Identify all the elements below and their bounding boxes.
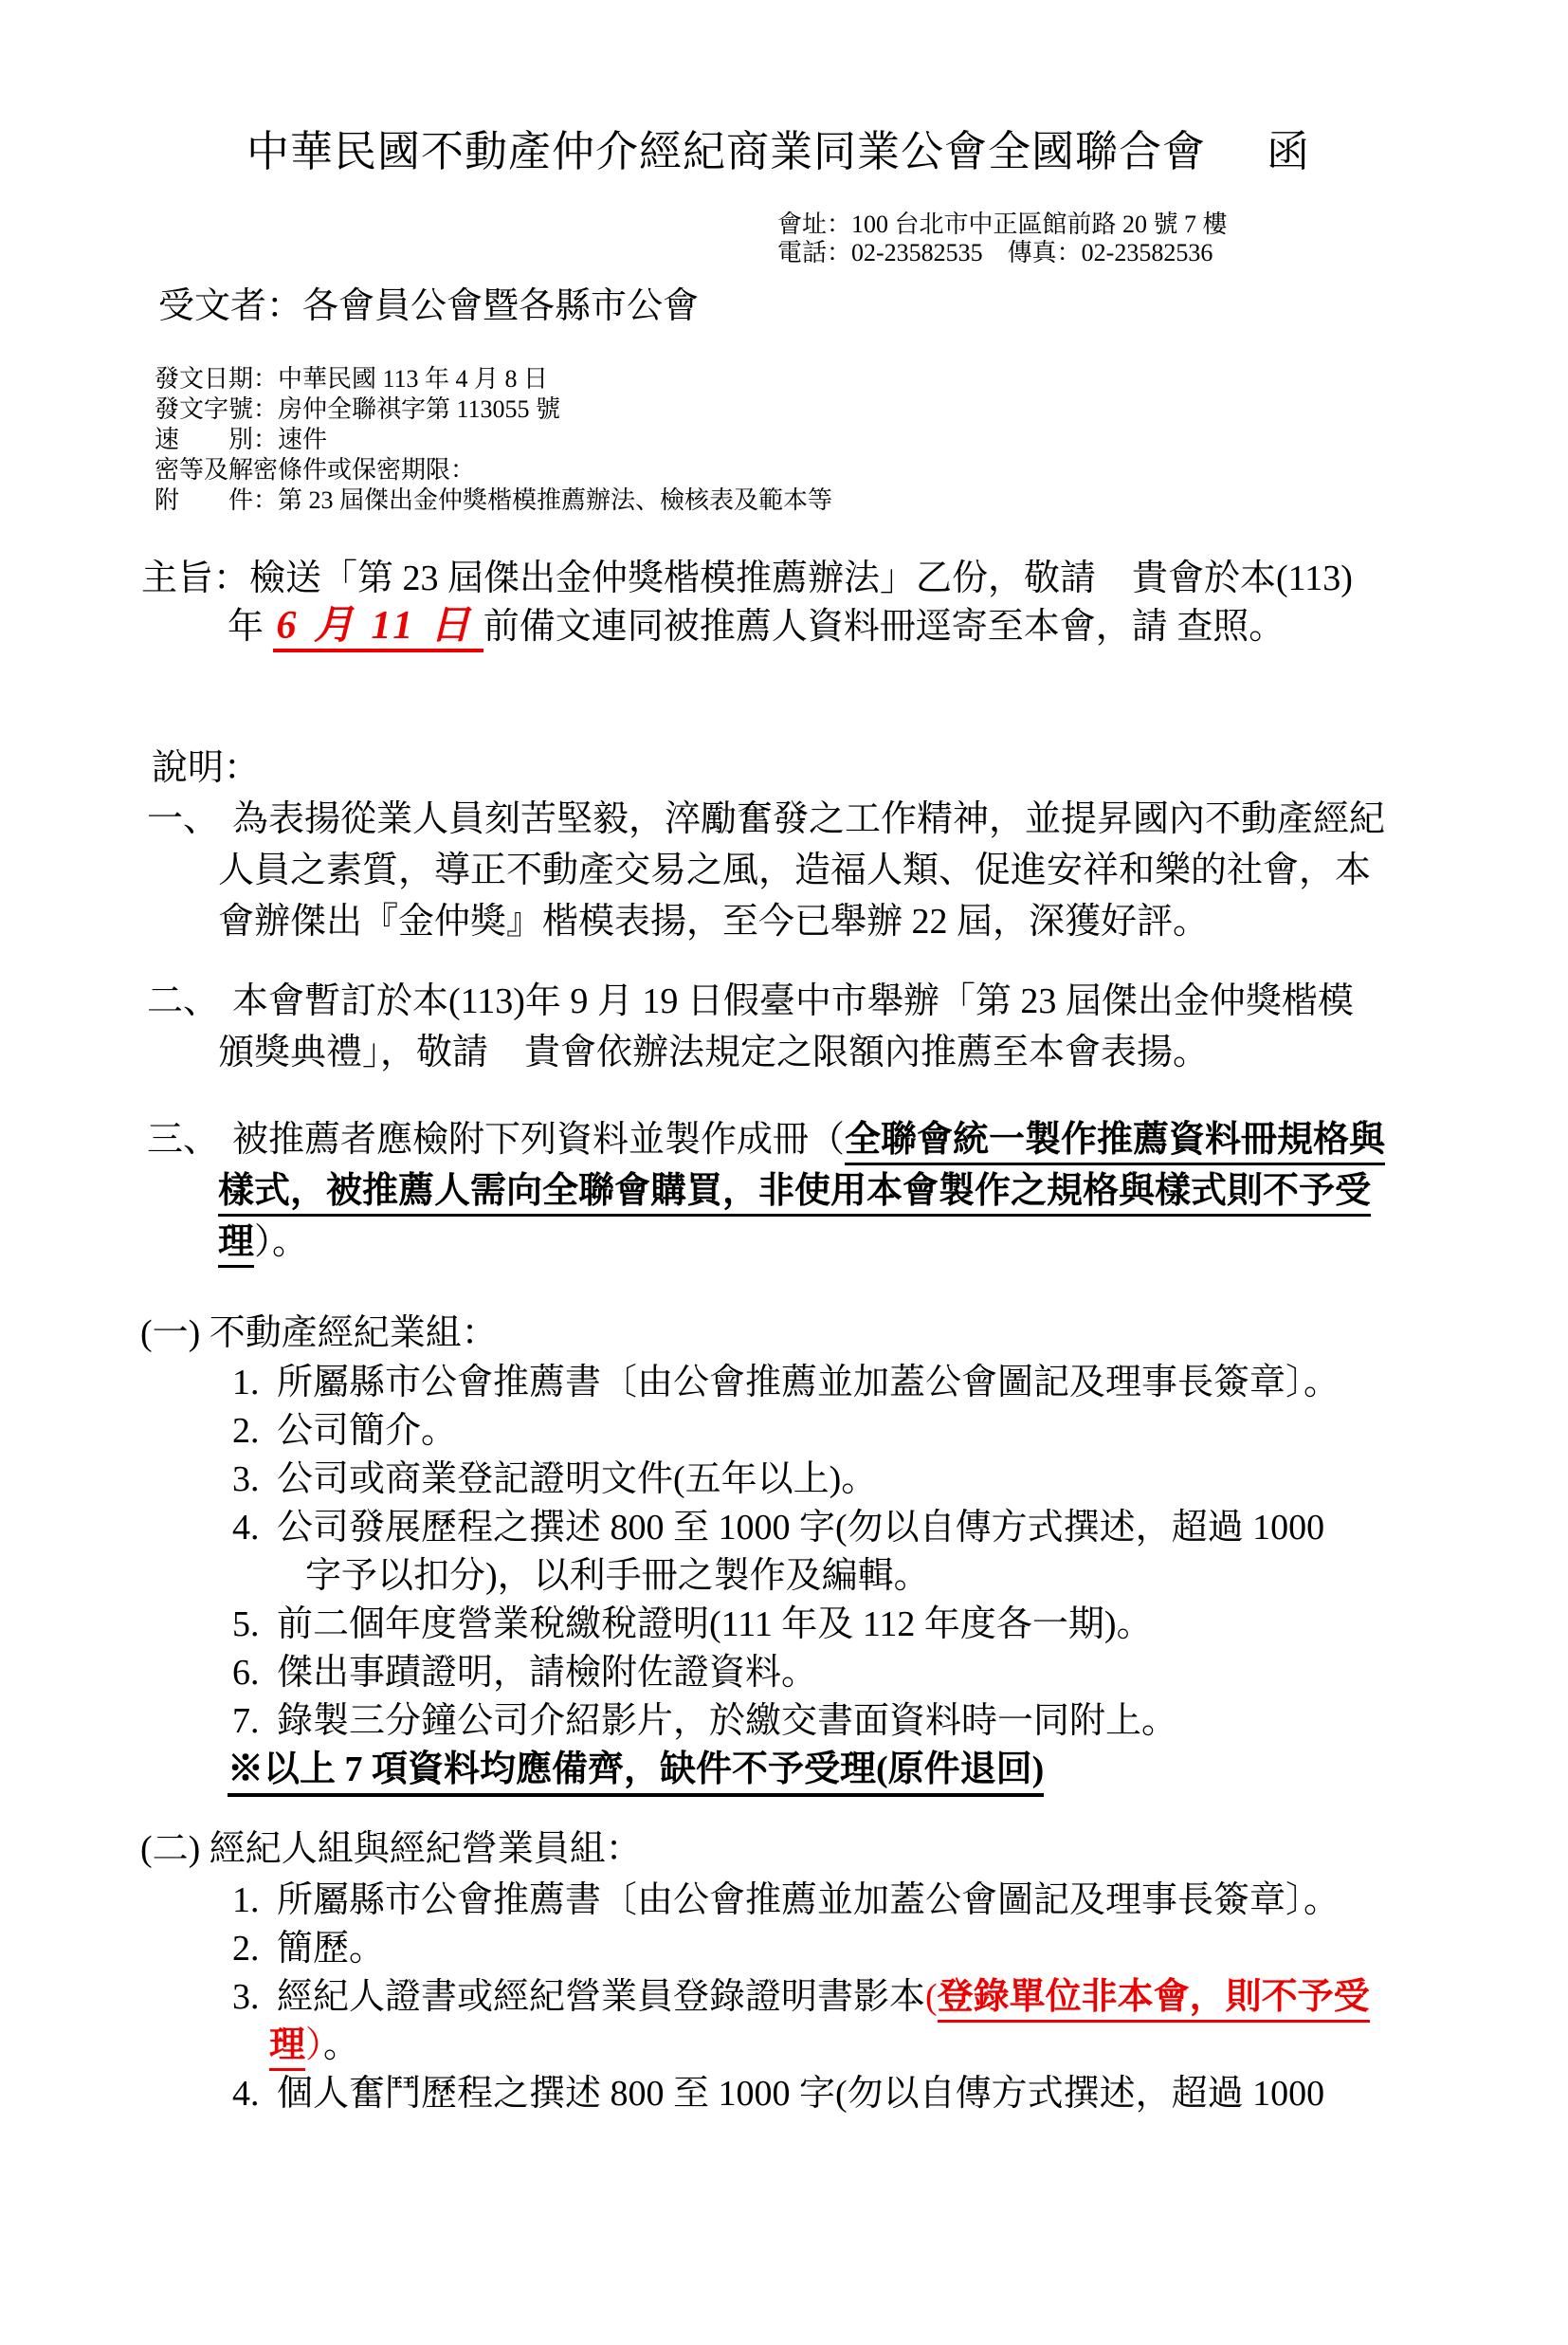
group-2-item-1 [232, 1877, 1568, 1925]
item-number: 6. [232, 1653, 260, 1693]
point-1-line-3: 會辦傑出『金仲獎』楷模表揚，至今已舉辦 22 屆，深獲好評。 [218, 902, 1210, 942]
point-2-text-1: 本會暫訂於本(113)年 9 月 19 日假臺中市舉辦「第 23 屆傑出金仲獎楷模 [232, 981, 1354, 1021]
point-3-line-3 [218, 1217, 1568, 1268]
group-1-item-2 [232, 1407, 1568, 1456]
item-text: 個人奮鬥歷程之撰述 800 至 1000 字(勿以自傳方式撰述，超過 1000 [277, 2074, 1325, 2114]
point-1-marker: 一、 [147, 799, 220, 839]
item-3-paren-close: ） [305, 2025, 324, 2065]
item-number: 3. [232, 1977, 260, 2017]
group-2-item-4 [232, 2070, 1568, 2118]
item-text: 所屬縣市公會推薦書〔由公會推薦並加蓋公會圖記及理事長簽章〕。 [277, 1880, 1340, 1920]
meta-priority: 速 別：速件 [155, 426, 328, 453]
item-3-period: 。 [323, 2025, 360, 2065]
group-2-heading: (二) 經紀人組與經紀營業員組： [140, 1829, 642, 1869]
point-3-emphasis-2: 樣式，被推薦人需向全聯會購買，非使用本會製作之規格與樣式則不予受 [218, 1171, 1371, 1217]
group-1-item-5 [232, 1601, 1568, 1649]
group-1-item-4 [232, 1504, 1568, 1552]
item-text: 簡歷。 [277, 1929, 386, 1969]
meta-attachment: 附 件：第 23 屆傑出金仲獎楷模推薦辦法、檢核表及範本等 [155, 486, 833, 514]
item-number: 2. [232, 1929, 260, 1969]
meta-issue-date: 發文日期：中華民國 113 年 4 月 8 日 [155, 365, 549, 393]
item-number: 4. [232, 1508, 260, 1548]
group-1-note [228, 1746, 1568, 1794]
subject-text-2-suffix: 前備文連同被推薦人資料冊逕寄至本會，請 查照。 [483, 607, 1285, 647]
point-1-line-1 [147, 794, 1568, 845]
point-3-text-1: 被推薦者應檢附下列資料並製作成冊（ [232, 1120, 846, 1160]
item-number: 2. [232, 1411, 260, 1451]
point-2-line-2: 頒獎典禮」，敬請 貴會依辦法規定之限額內推薦至本會表揚。 [218, 1033, 1210, 1072]
item-text: 前二個年度營業稅繳稅證明(111 年及 112 年度各一期)。 [277, 1604, 1153, 1644]
point-3-text-3: ）。 [254, 1222, 309, 1262]
point-3-emphasis-1: 全聯會統一製作推薦資料冊規格與 [845, 1120, 1385, 1165]
point-2-line-1 [147, 976, 1568, 1027]
item-3-red-text-1: 登錄單位非本會，則不予受 [938, 1977, 1370, 2023]
group-2-item-3-cont [269, 2022, 1568, 2070]
group-1-note-text: ※以上 7 項資料均應備齊，缺件不予受理(原件退回) [228, 1750, 1044, 1797]
group-1-item-4-cont: 字予以扣分)，以利手冊之製作及編輯。 [305, 1556, 930, 1596]
explanation-heading: 說明： [152, 748, 261, 788]
meta-ref-number: 發文字號：房仲全聯祺字第 113055 號 [155, 395, 561, 423]
item-3-paren-open: ( [925, 1977, 938, 2017]
item-number: 7. [232, 1701, 260, 1741]
doc-type-label: 函 [1267, 128, 1311, 175]
item-number: 1. [232, 1363, 260, 1402]
recipient-line: 受文者：各會員公會暨各縣市公會 [158, 286, 700, 326]
subject-text-2-prefix: 年 [228, 607, 273, 647]
item-text: 公司簡介。 [277, 1411, 458, 1451]
item-text: 所屬縣市公會推薦書〔由公會推薦並加蓋公會圖記及理事長簽章〕。 [277, 1363, 1340, 1402]
point-1-line-2: 人員之素質，導正不動產交易之風，造福人類、促進安祥和樂的社會，本 [218, 851, 1372, 890]
item-text: 經紀人證書或經紀營業員登錄證明書影本 [277, 1977, 926, 2017]
group-1-item-7 [232, 1697, 1568, 1746]
point-3-emphasis-3: 理 [218, 1222, 254, 1268]
item-text: 公司或商業登記證明文件(五年以上)。 [277, 1459, 878, 1499]
address-line: 會址：100 台北市中正區館前路 20 號 7 樓 [777, 211, 1228, 238]
phone-fax-line: 電話：02-23582535 傳真：02-23582536 [777, 239, 1213, 266]
group-2-item-3 [232, 1973, 1568, 2022]
item-text: 公司發展歷程之撰述 800 至 1000 字(勿以自傳方式撰述，超過 1000 [277, 1508, 1325, 1548]
point-3-line-1 [147, 1114, 1568, 1165]
item-3-red-text-2: 理 [269, 2025, 305, 2071]
point-3-line-2 [218, 1165, 1568, 1217]
subject-line-2 [228, 602, 1568, 650]
group-2-item-2 [232, 1925, 1568, 1973]
group-1-item-1 [232, 1359, 1568, 1407]
letter-title [246, 127, 1568, 176]
subject-line-1 [141, 555, 1568, 602]
official-letter-page [0, 127, 1568, 2118]
group-1-item-3 [232, 1456, 1568, 1504]
item-text: 傑出事蹟證明，請檢附佐證資料。 [277, 1653, 818, 1693]
group-1-heading: (一) 不動產經紀業組： [140, 1313, 498, 1353]
deadline-date: 6 月 11 日 [273, 604, 483, 652]
point-1-text-1: 為表揚從業人員刻苦堅毅，淬勵奮發之工作精神，並提昇國內不動產經紀 [232, 799, 1386, 839]
item-number: 5. [232, 1604, 260, 1644]
org-name: 中華民國不動產仲介經紀商業同業公會全國聯合會 [246, 128, 1207, 175]
subject-label: 主旨： [141, 559, 250, 598]
item-number: 3. [232, 1459, 260, 1499]
item-number: 1. [232, 1880, 260, 1920]
item-text: 錄製三分鐘公司介紹影片，於繳交書面資料時一同附上。 [277, 1701, 1178, 1741]
point-3-marker: 三、 [147, 1120, 220, 1160]
group-1-item-6 [232, 1649, 1568, 1697]
point-2-marker: 二、 [147, 981, 220, 1021]
subject-text-1: 檢送「第 23 屆傑出金仲獎楷模推薦辦法」乙份，敬請 貴會於本(113) [249, 559, 1353, 598]
item-number: 4. [232, 2074, 260, 2114]
meta-security: 密等及解密條件或保密期限： [155, 456, 476, 484]
